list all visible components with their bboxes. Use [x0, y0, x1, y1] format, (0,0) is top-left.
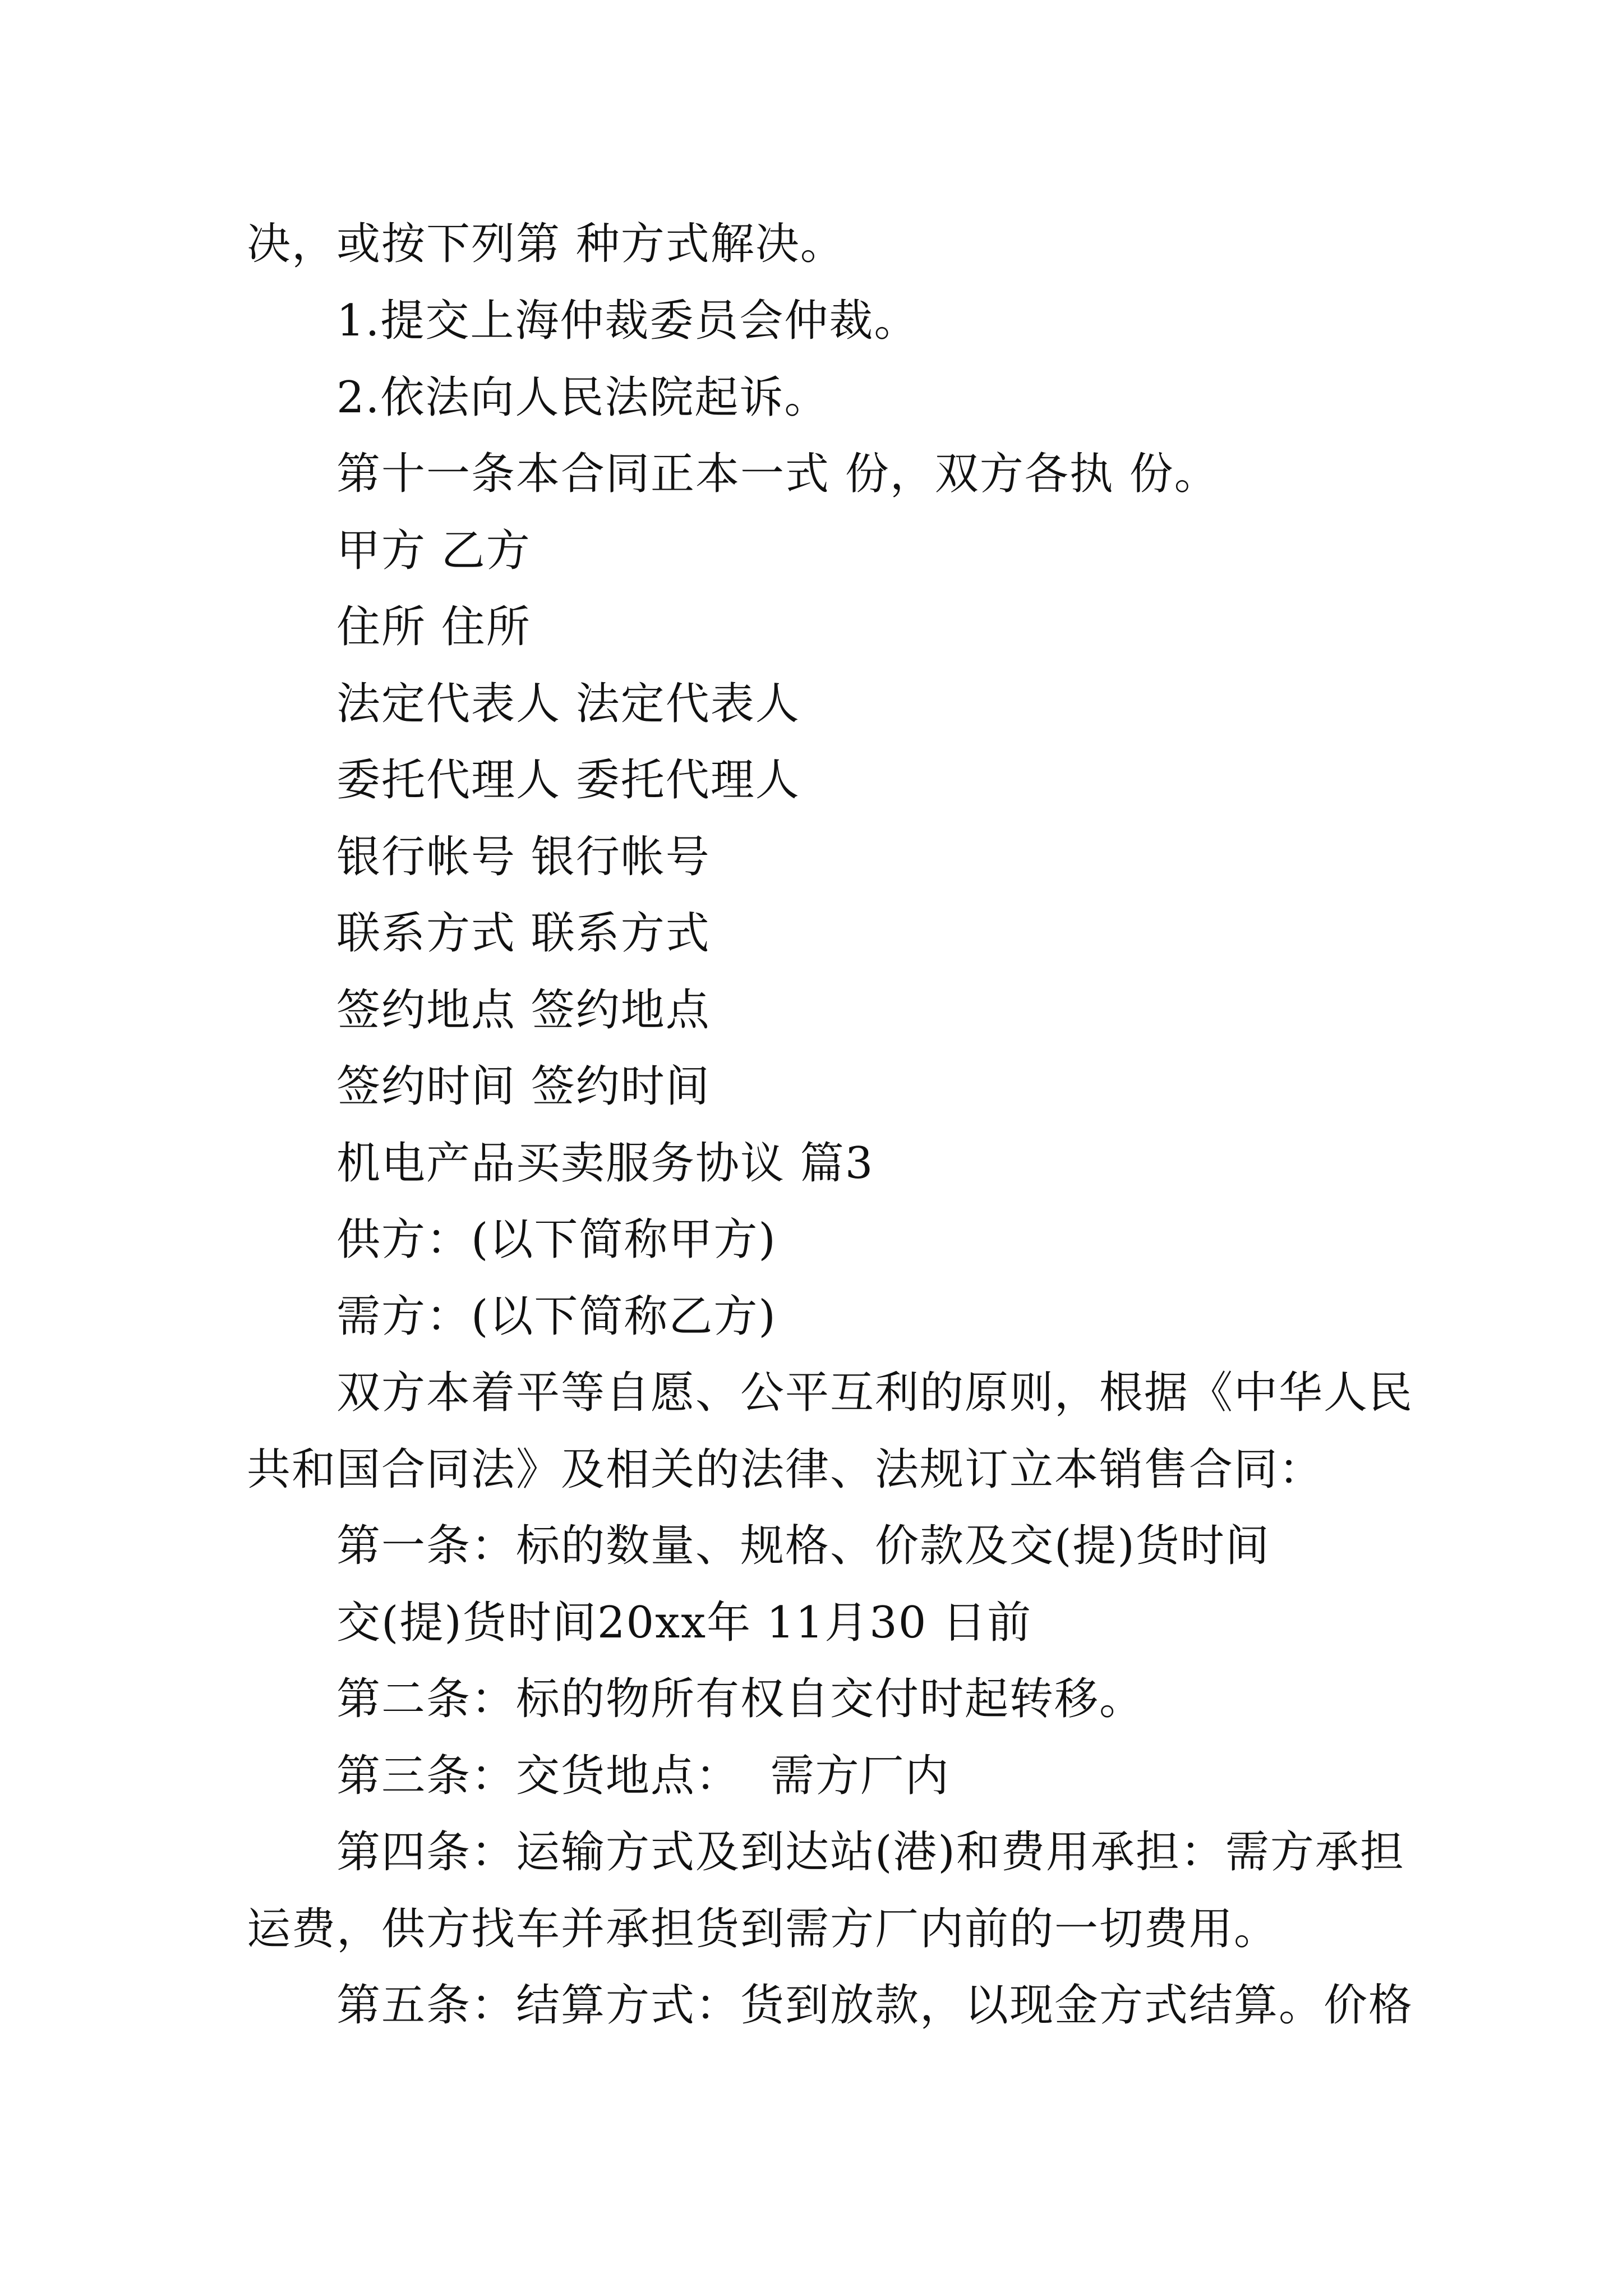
- text-line: 2.依法向人民法院起诉。: [336, 372, 829, 423]
- text-line: 住所 住所: [336, 602, 531, 652]
- text-line: 第四条：运输方式及到达站(港)和费用承担：需方承担: [336, 1827, 1405, 1878]
- text-line: 双方本着平等自愿、公平互利的原则，根据《中华人民: [336, 1368, 1414, 1418]
- text-line: 法定代表人 法定代表人: [336, 679, 800, 729]
- text-line: 第一条：标的数量、规格、价款及交(提)货时间: [336, 1521, 1270, 1571]
- text-line: 交(提)货时间20xx年 11月30 日前: [336, 1598, 1032, 1648]
- text-line: 决，或按下列第 种方式解决。: [247, 219, 845, 269]
- text-line: 第二条：标的物所有权自交付时起转移。: [336, 1674, 1145, 1724]
- text-line: 运费，供方找车并承担货到需方厂内前的一切费用。: [247, 1904, 1279, 1954]
- text-line: 银行帐号 银行帐号: [336, 832, 711, 882]
- text-line: 供方：(以下简称甲方): [336, 1214, 777, 1265]
- section-title: 机电产品买卖服务协议 篇3: [336, 1138, 874, 1189]
- text-line: 甲方 乙方: [336, 526, 531, 576]
- text-line: 联系方式 联系方式: [336, 908, 711, 959]
- text-line: 1.提交上海仲裁委员会仲裁。: [336, 296, 919, 346]
- text-line: 第五条：结算方式：货到放款，以现金方式结算。价格: [336, 1980, 1414, 2031]
- text-line: 需方：(以下简称乙方): [336, 1291, 777, 1342]
- text-line: 第十一条本合同正本一式 份，双方各执 份。: [336, 449, 1219, 499]
- text-line: 签约地点 签约地点: [336, 985, 711, 1036]
- text-line: 共和国合同法》及相关的法律、法规订立本销售合同：: [247, 1444, 1324, 1495]
- text-line: 签约时间 签约时间: [336, 1061, 711, 1112]
- text-line: 第三条：交货地点： 需方厂内: [336, 1751, 950, 1801]
- text-line: 委托代理人 委托代理人: [336, 755, 800, 806]
